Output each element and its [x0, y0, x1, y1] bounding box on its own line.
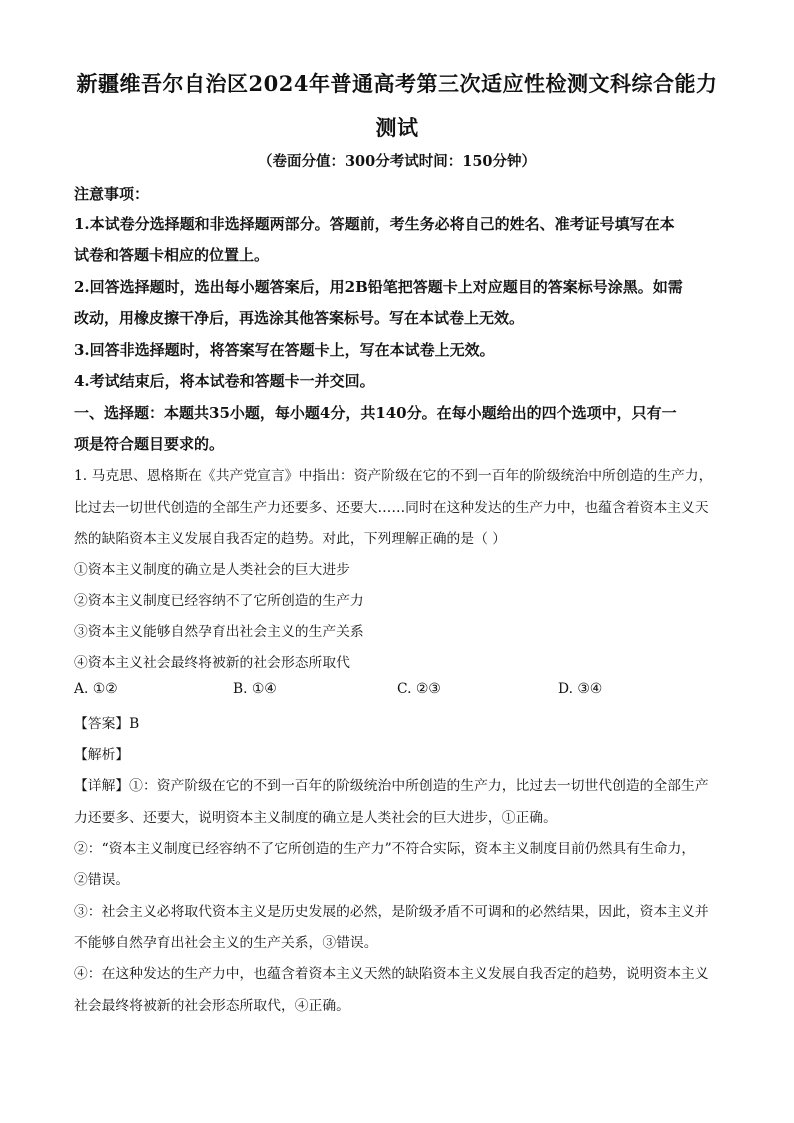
exam-subtitle: （卷面分值：300分考试时间：150分钟） — [257, 153, 537, 170]
analysis-line: ④：在这种发达的生产力中，也蕴含着资本主义天然的缺陷资本主义发展自我否定的趋势，说明资本主义 — [74, 966, 709, 982]
analysis-line: 不能够自然孕育出社会主义的生产关系，③错误。 — [74, 935, 378, 951]
statement-item: ④资本主义社会最终将被新的社会形态所取代 — [74, 655, 350, 671]
option-a: A. ①② — [74, 681, 118, 697]
notice-line: 3.回答非选择题时，将答案写在答题卡上，写在本试卷上无效。 — [74, 341, 495, 359]
notice-line: 2.回答选择题时，选出每小题答案后，用2B铅笔把答题卡上对应题目的答案标号涂黑。如需 — [74, 278, 683, 296]
statement-item: ①资本主义制度的确立是人类社会的巨大进步 — [74, 562, 350, 578]
question-line: 比过去一切世代创造的全部生产力还要多、还要大……同时在这种发达的生产力中，也蕴含着资本主义天 — [74, 500, 709, 516]
analysis-line: ③：社会主义必将取代资本主义是历史发展的必然，是阶级矛盾不可调和的必然结果，因此，资本主义并 — [74, 904, 709, 920]
analysis-line: ②错误。 — [74, 872, 130, 888]
notice-line: 4.考试结束后，将本试卷和答题卡一并交回。 — [74, 372, 375, 390]
notice-line: 试卷和答题卡相应的位置上。 — [74, 246, 270, 264]
answer-line: 【答案】B — [74, 716, 140, 732]
exam-title-line-2: 测试 — [375, 115, 419, 140]
analysis-line: 社会最终将被新的社会形态所取代，④正确。 — [74, 998, 350, 1014]
option-d: D. ③④ — [558, 681, 603, 697]
section-heading-line: 项是符合题目要求的。 — [74, 435, 225, 453]
statement-item: ②资本主义制度已经容纳不了它所创造的生产力 — [74, 593, 364, 609]
notice-heading: 注意事项： — [74, 185, 150, 203]
question-line: 然的缺陷资本主义发展自我否定的趋势。对此，下列理解正确的是（ ） — [74, 531, 507, 547]
notice-line: 1.本试卷分选择题和非选择题两部分。答题前，考生务必将自己的姓名、准考证号填写在本 — [74, 215, 675, 233]
question-line: 1. 马克思、恩格斯在《共产党宣言》中指出：资产阶级在它的不到一百年的阶级统治中所创造的生产力， — [74, 468, 713, 484]
analysis-line: 【详解】①：资产阶级在它的不到一百年的阶级统治中所创造的生产力，比过去一切世代创造的全部生产 — [74, 778, 709, 794]
notice-line: 改动，用橡皮擦干净后，再选涂其他答案标号。写在本试卷上无效。 — [74, 309, 525, 327]
analysis-heading: 【解析】 — [74, 747, 130, 763]
section-heading-line: 一、选择题：本题共35小题，每小题4分，共140分。在每小题给出的四个选项中，只有一 — [74, 404, 677, 422]
option-c: C. ②③ — [397, 681, 441, 697]
exam-title-line-1: 新疆维吾尔自治区2024年普通高考第三次适应性检测文科综合能力 — [76, 71, 718, 96]
analysis-line: 力还要多、还要大，说明资本主义制度的确立是人类社会的巨大进步，①正确。 — [74, 810, 557, 826]
analysis-line: ②：“资本主义制度已经容纳不了它所创造的生产力”不符合实际，资本主义制度目前仍然具有生命力， — [74, 841, 696, 857]
statement-item: ③资本主义能够自然孕育出社会主义的生产关系 — [74, 624, 364, 640]
option-b: B. ①④ — [233, 681, 277, 697]
